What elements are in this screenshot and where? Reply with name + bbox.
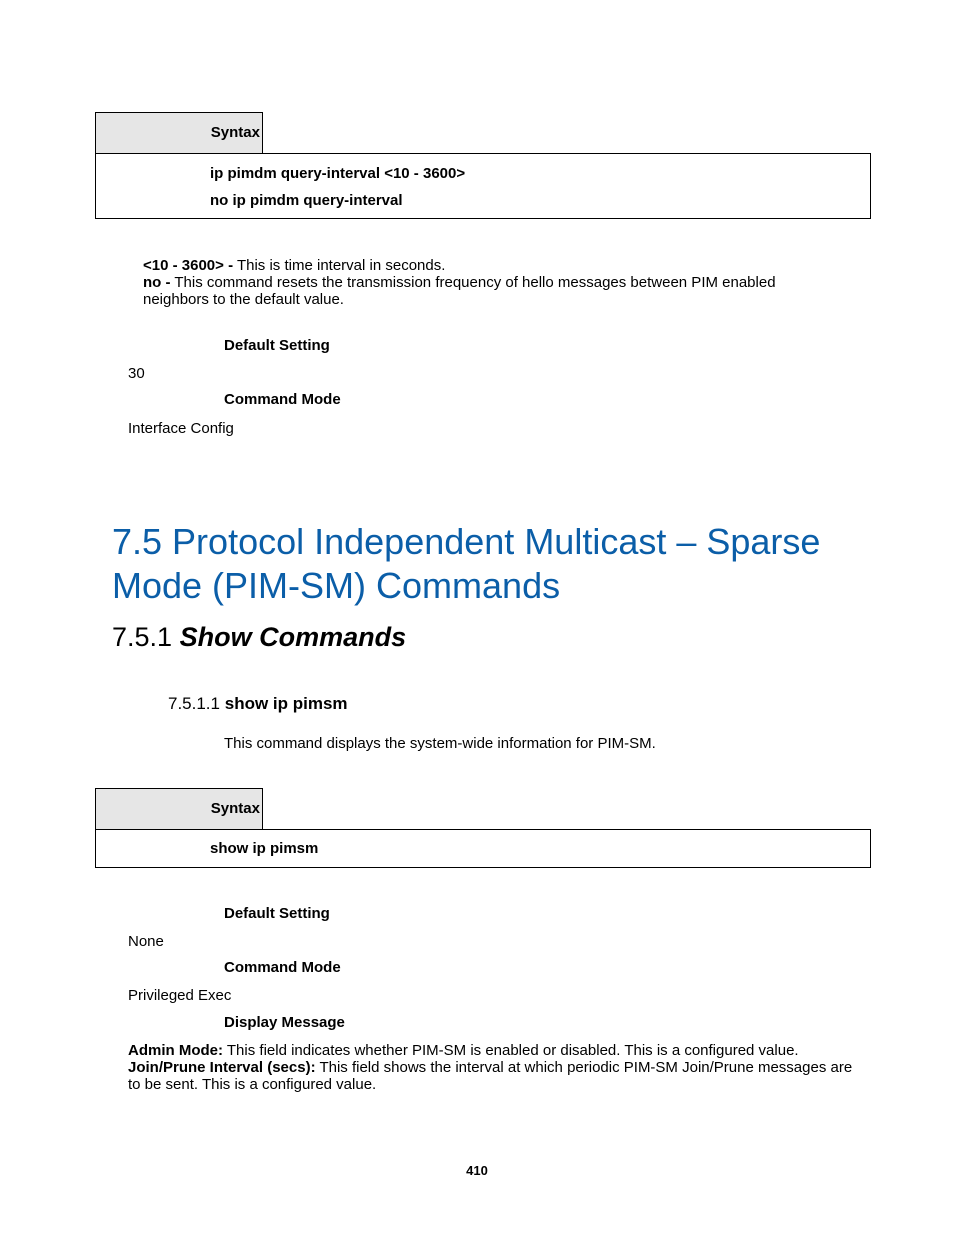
display-field-item: Join/Prune Interval (secs): This field shows the interval at which periodic PIM-SM Join/Prune messages are to be sent. This is a configured value. xyxy=(128,1059,853,1093)
display-message-heading: Display Message xyxy=(224,1014,345,1031)
display-field-item: Admin Mode: This field indicates whether PIM-SM is enabled or disabled. This is a configured value. xyxy=(128,1042,799,1059)
syntax-label: Syntax xyxy=(210,124,260,141)
syntax-label-tab xyxy=(95,788,263,829)
page-number: 410 xyxy=(466,1163,488,1178)
subsection-heading: 7.5.1 Show Commands xyxy=(112,622,407,652)
command-description: This command displays the system-wide information for PIM-SM. xyxy=(224,735,656,752)
syntax-box xyxy=(95,153,871,219)
default-setting-heading: Default Setting xyxy=(224,337,330,354)
display-field-list xyxy=(128,1042,863,1093)
parameter-item: no - This command resets the transmission frequency of hello messages between PIM enabled neighbors to the default value. xyxy=(143,274,776,308)
syntax-box xyxy=(95,829,871,868)
syntax-command: show ip pimsm xyxy=(210,840,319,857)
default-setting-heading: Default Setting xyxy=(224,905,330,922)
parameter-item: <10 - 3600> - This is time interval in seconds. xyxy=(143,257,446,274)
command-mode-value: Interface Config xyxy=(128,420,234,437)
syntax-command: ip pimdm query-interval <10 - 3600> xyxy=(210,165,466,182)
command-mode-heading: Command Mode xyxy=(224,959,341,976)
section-heading: 7.5 Protocol Independent Multicast – Sparse Mode (PIM-SM) Commands xyxy=(112,521,821,606)
command-mode-value: Privileged Exec xyxy=(128,987,232,1004)
default-setting-value: None xyxy=(128,933,164,950)
command-mode-heading: Command Mode xyxy=(224,391,341,408)
syntax-label-tab xyxy=(95,112,263,153)
syntax-label: Syntax xyxy=(210,800,260,817)
default-setting-value: 30 xyxy=(128,365,145,382)
syntax-command-no: no ip pimdm query-interval xyxy=(210,192,403,209)
command-heading: 7.5.1.1 show ip pimsm xyxy=(168,694,348,713)
parameter-list xyxy=(143,257,823,308)
